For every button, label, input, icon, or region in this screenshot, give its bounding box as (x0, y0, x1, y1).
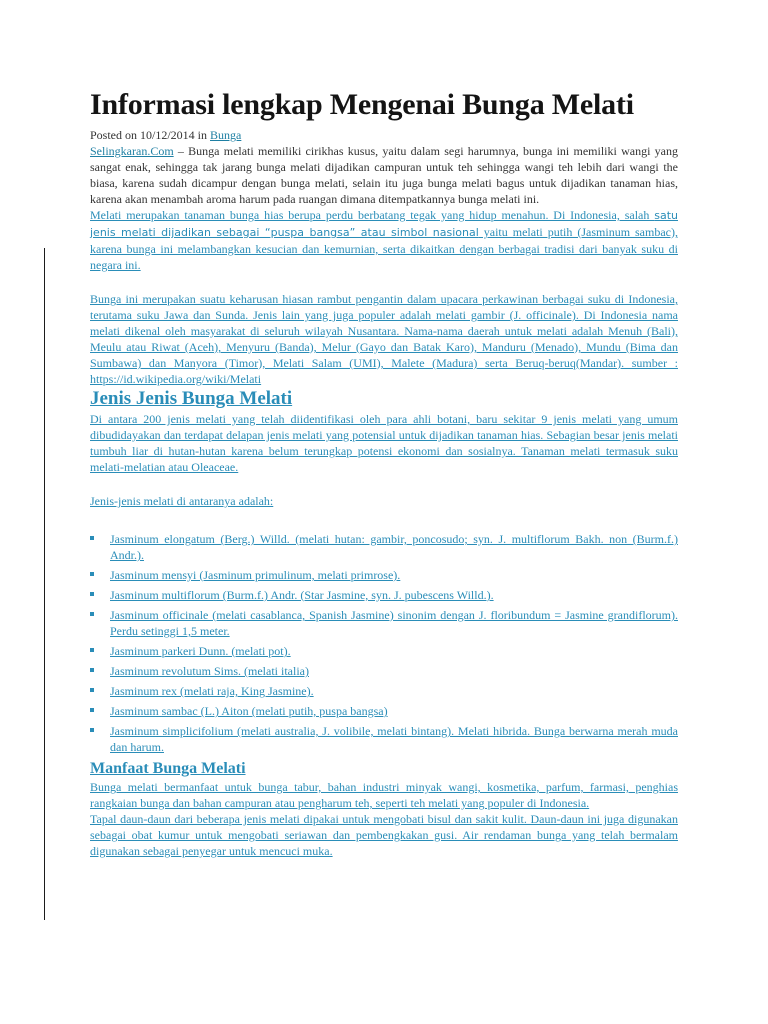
list-item: Jasminum rex (melati raja, King Jasmine). (90, 683, 678, 699)
list-item: Jasminum mensyi (Jasminum primulinum, melati primrose). (90, 567, 678, 583)
list-item: Jasminum parkeri Dunn. (melati pot). (90, 643, 678, 659)
list-item: Jasminum sambac (L.) Aiton (melati putih, puspa bangsa) (90, 703, 678, 719)
jenis-heading: Jenis Jenis Bunga Melati (90, 388, 293, 409)
list-item: Jasminum revolutum Sims. (melati italia) (90, 663, 678, 679)
list-item: Jasminum elongatum (Berg.) Willd. (melati hutan: gambir, poncosudo; syn. J. multiflorum Bakh. non (Burm.f.) Andr.). (90, 531, 678, 563)
bullet-icon (90, 648, 94, 652)
article-title: Informasi lengkap Mengenai Bunga Melati (90, 88, 634, 121)
manfaat-paragraph-1: Bunga melati bermanfaat untuk bunga tabur, bahan industri minyak wangi, kosmetika, parfum, farmasi, penghias rangkaian bunga dan bahan campuran atau pengharum teh, seperti teh melati yang populer di Indonesia. (90, 780, 678, 810)
melati-paragraph-part-c: yaitu melati putih (Jasminum sambac), karena bunga ini melambangkan kesucian dan kemurnian, serta dikaitkan dengan berbagai tradisi dari banyak suku di negara ini. (90, 225, 678, 272)
melati-paragraph (90, 207, 678, 273)
melati-paragraph-part-b: satu jenis melati dijadikan sebagai “puspa bangsa” atau simbol nasional (90, 209, 678, 239)
jenis-list (90, 531, 678, 755)
intro-paragraph (90, 143, 678, 207)
manfaat-heading: Manfaat Bunga Melati (90, 760, 246, 777)
melati-paragraph-part-a: Melati merupakan tanaman bunga hias berupa perdu berbatang tegak yang hidup menahun. Di Indonesia, salah (90, 208, 655, 222)
category-link[interactable]: Bunga (210, 128, 242, 142)
manfaat-paragraph-2: Tapal daun-daun dari beberapa jenis melati dipakai untuk mengobati bisul dan sakit kulit. Daun-daun ini juga digunakan sebagai obat kumur untuk mengobati seriawan dan pembengkakan gusi. Air rendaman bunga yang telah bermalam digunakan sebagai penyegar untuk mencuci muka. (90, 812, 678, 858)
post-meta (90, 127, 678, 143)
bullet-icon (90, 668, 94, 672)
jenis-paragraph: Di antara 200 jenis melati yang telah diidentifikasi oleh para ahli botani, baru sekitar 9 jenis melati yang umum dibudidayakan dan terdapat delapan jenis melati yang potensial untuk dijadikan tanaman hias. Sebagian besar jenis melati tumbuh liar di hutan-hutan karena belum terungkap potensi ekonomi dan sosialnya. Tanaman melati termasuk suku melati-melatian atau Oleaceae. (90, 412, 678, 474)
tradition-paragraph: Bunga ini merupakan suatu keharusan hiasan rambut pengantin dalam upacara perkawinan berbagai suku di Indonesia, terutama suku Jawa dan Sunda. Jenis lain yang juga populer adalah melati gambir (J. officinale). Di Indonesia nama melati dikenal oleh masyarakat di seluruh wilayah Nusantara. Nama-nama daerah untuk melati adalah Menuh (Bali), Meulu atau Riwat (Aceh), Menyuru (Banda), Melur (Gayo dan Batak Karo), Manduru (Menado), Mundu (Bima dan Sumbawa) dan Manyora (Timor), Melati Salam (UMI), Malete (Madura) serta Beruq-beruq(Mandar). sumber : https://id.wikipedia.org/wiki/Melati (90, 292, 678, 386)
bullet-icon (90, 536, 94, 540)
intro-text: – Bunga melati memiliki cirikhas kusus, yaitu dalam segi harumnya, bunga ini memiliki wangi yang sangat enak, sehingga tak jarang bunga melati dijadikan campuran untuk teh sehingga wangi teh lebih dari wangi the biasa, karena sudah dicampur dengan bunga melati, selain itu juga bunga melati bagus untuk dijadikan tanaman hias, karena akan menambah aroma harum pada ruangan dimana ditempatkannya bunga melati ini. (90, 144, 678, 206)
bullet-icon (90, 572, 94, 576)
document-page (90, 86, 678, 859)
list-item: Jasminum simplicifolium (melati australia, J. volibile, melati bintang). Melati hibrida. Bunga berwarna merah muda dan harum. (90, 723, 678, 755)
bullet-icon (90, 688, 94, 692)
list-item: Jasminum multiflorum (Burm.f.) Andr. (Star Jasmine, syn. J. pubescens Willd.). (90, 587, 678, 603)
site-link[interactable]: Selingkaran.Com (90, 144, 174, 158)
bullet-icon (90, 592, 94, 596)
posted-date: Posted on 10/12/2014 in (90, 128, 211, 142)
jenis-list-intro: Jenis-jenis melati di antaranya adalah: (90, 494, 274, 508)
margin-rule (44, 248, 45, 920)
bullet-icon (90, 612, 94, 616)
bullet-icon (90, 708, 94, 712)
bullet-icon (90, 728, 94, 732)
list-item: Jasminum officinale (melati casablanca, Spanish Jasmine) sinonim dengan J. floribundum = Jasmine grandiflorum). Perdu setinggi 1,5 meter. (90, 607, 678, 639)
